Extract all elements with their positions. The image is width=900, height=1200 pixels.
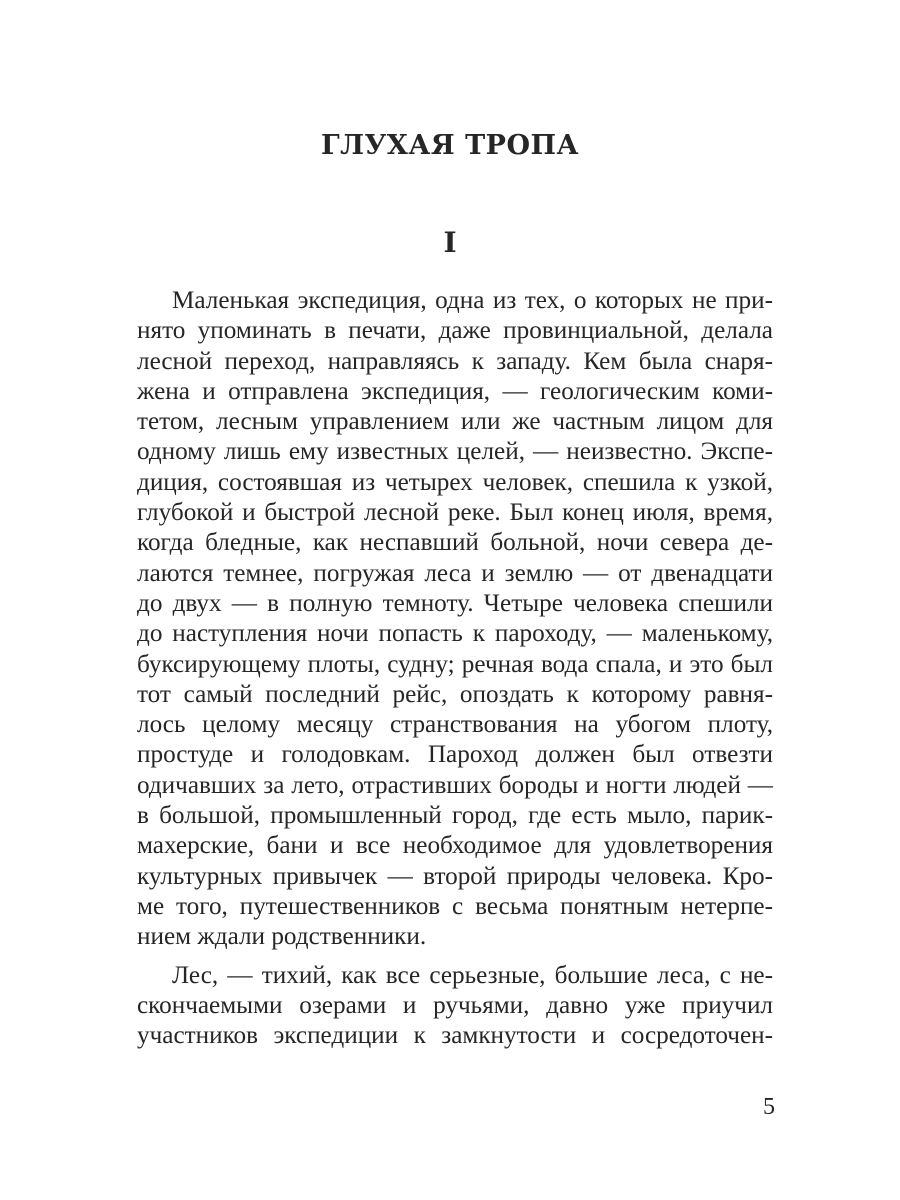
text-line: диция, состоявшая из четырех человек, спешила к узкой, [137,468,773,496]
text-line: ме того, путешественников с весьма понятным нетерпе- [137,892,773,920]
chapter-number: I [443,226,457,259]
paragraph [137,961,773,1052]
text-line: скончаемыми озерами и ручьями, давно уже приучил [137,991,773,1019]
text-line: лаются темнее, погружая леса и землю — от двенадцати [137,559,773,587]
text-line: культурных привычек — второй природы человека. Кро- [137,862,773,890]
text-line: махерские, бани и все необходимое для удовлетворения [137,832,773,860]
story-title: ГЛУХАЯ ТРОПА [321,130,579,161]
text-line: одному лишь ему известных целей, — неизвестно. Экспе- [137,438,773,466]
text-line: простуде и голодовкам. Пароход должен был отвезти [137,741,773,769]
page-number: 5 [763,1094,775,1120]
text-line: жена и отправлена экспедиция, — геологическим коми- [137,377,773,405]
text-line: участников экспедиции к замкнутости и сосредоточен- [137,1022,773,1050]
text-line: глубокой и быстрой лесной реке. Был конец июля, время, [137,499,773,527]
text-line: нием ждали родственники. [137,923,427,951]
text-line: буксирующему плоты, судну; речная вода спала, и это был [137,650,773,678]
body-text [137,286,773,1051]
text-line: Маленькая экспедиция, одна из тех, о которых не при- [172,287,773,314]
text-line: до наступления ночи попасть к пароходу, — маленькому, [137,620,773,648]
text-line: одичавших за лето, отрастивших бороды и ногти людей — [137,771,773,799]
text-line: Лес, — тихий, как все серьезные, большие леса, с не- [172,961,773,989]
paragraph-spacer [137,953,773,961]
text-line: тот самый последний рейс, опоздать к которому равня- [137,680,773,708]
text-line: тетом, лесным управлением или же частным лицом для [137,408,773,436]
text-line: в большой, промышленный город, где есть мыло, парик- [137,802,773,830]
text-line: лось целому месяцу странствования на убогом плоту, [137,711,773,739]
text-line: нято упоминать в печати, даже провинциальной, делала [137,317,773,345]
paragraph [137,286,773,953]
text-line: когда бледные, как неспавший больной, ночи севера де- [137,529,773,557]
text-line: лесной переход, направляясь к западу. Кем была снаря- [137,347,773,375]
text-line: до двух — в полную темноту. Четыре человека спешили [137,589,773,617]
